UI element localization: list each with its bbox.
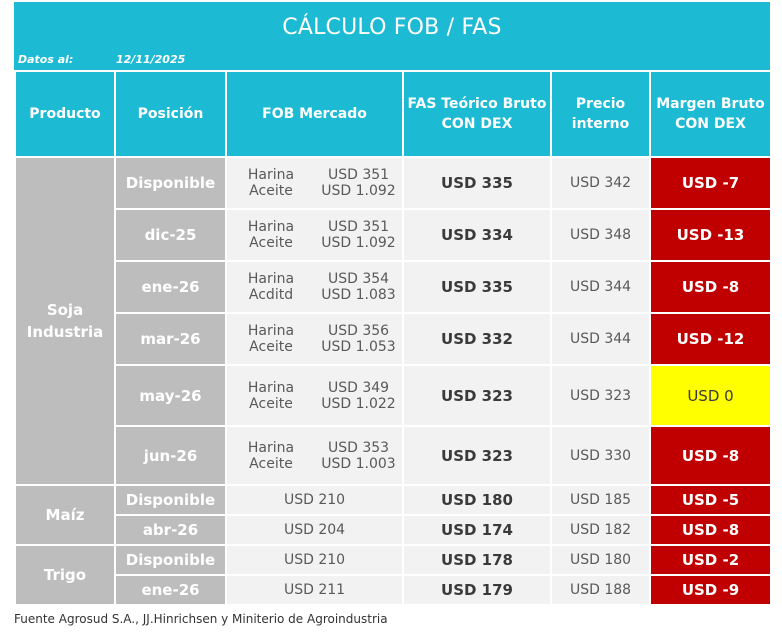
margen-cell: USD 0 bbox=[650, 365, 771, 426]
precio-cell: USD 348 bbox=[551, 209, 650, 261]
table-row bbox=[15, 485, 771, 515]
fob-value: USD 356 bbox=[327, 323, 390, 339]
fas-cell: USD 178 bbox=[403, 545, 551, 575]
table-row bbox=[15, 313, 771, 365]
product-cell-soja: Soja Industria bbox=[15, 157, 115, 485]
fob-value: USD 1.083 bbox=[321, 287, 396, 303]
fob-value: USD 1.003 bbox=[321, 455, 396, 472]
posicion-cell: ene-26 bbox=[115, 575, 226, 605]
commodity-label: Acditd bbox=[248, 287, 294, 303]
table-row bbox=[15, 575, 771, 605]
header-posicion: Posición bbox=[115, 71, 226, 157]
posicion-cell: Disponible bbox=[115, 545, 226, 575]
fob-value: USD 349 bbox=[327, 379, 390, 396]
fob-cell: USD 204 bbox=[226, 515, 403, 545]
precio-cell: USD 323 bbox=[551, 365, 650, 426]
posicion-cell: may-26 bbox=[115, 365, 226, 426]
header-margen: Margen Bruto CON DEX bbox=[650, 71, 771, 157]
table-row bbox=[15, 545, 771, 575]
fob-cell bbox=[226, 157, 403, 209]
precio-cell: USD 185 bbox=[551, 485, 650, 515]
fob-value: USD 354 bbox=[327, 271, 390, 287]
table-row bbox=[15, 365, 771, 426]
commodity-label: Aceite bbox=[249, 235, 293, 251]
margen-cell: USD -2 bbox=[650, 545, 771, 575]
fob-cell bbox=[226, 313, 403, 365]
fob-cell bbox=[226, 426, 403, 485]
precio-cell: USD 188 bbox=[551, 575, 650, 605]
table-row bbox=[15, 515, 771, 545]
margen-cell: USD -8 bbox=[650, 261, 771, 313]
posicion-cell: ene-26 bbox=[115, 261, 226, 313]
table-row bbox=[15, 261, 771, 313]
fas-cell: USD 180 bbox=[403, 485, 551, 515]
margen-cell: USD -7 bbox=[650, 157, 771, 209]
fas-cell: USD 332 bbox=[403, 313, 551, 365]
fas-cell: USD 174 bbox=[403, 515, 551, 545]
precio-cell: USD 182 bbox=[551, 515, 650, 545]
table-row bbox=[15, 157, 771, 209]
table-row bbox=[15, 426, 771, 485]
fob-value: USD 351 bbox=[327, 219, 390, 235]
fob-value: USD 1.092 bbox=[321, 235, 396, 251]
fas-cell: USD 323 bbox=[403, 365, 551, 426]
posicion-cell: dic-25 bbox=[115, 209, 226, 261]
source-note: Fuente Agrosud S.A., JJ.Hinrichsen y Miniterio de Agroindustria bbox=[14, 612, 388, 626]
fob-fas-table bbox=[14, 70, 772, 606]
product-cell-trigo: Trigo bbox=[15, 545, 115, 605]
margen-cell: USD -12 bbox=[650, 313, 771, 365]
posicion-cell: mar-26 bbox=[115, 313, 226, 365]
commodity-label: Harina bbox=[247, 379, 295, 396]
fob-cell bbox=[226, 209, 403, 261]
fob-cell: USD 210 bbox=[226, 485, 403, 515]
commodity-label: Harina bbox=[247, 167, 295, 183]
product-cell-maiz: Maíz bbox=[15, 485, 115, 545]
fas-cell: USD 179 bbox=[403, 575, 551, 605]
commodity-label: Aceite bbox=[249, 339, 293, 355]
precio-cell: USD 344 bbox=[551, 313, 650, 365]
precio-cell: USD 342 bbox=[551, 157, 650, 209]
header-producto: Producto bbox=[15, 71, 115, 157]
page-title: CÁLCULO FOB / FAS bbox=[14, 2, 770, 52]
fob-cell: USD 211 bbox=[226, 575, 403, 605]
fob-cell bbox=[226, 261, 403, 313]
header-fob: FOB Mercado bbox=[226, 71, 403, 157]
commodity-label: Harina bbox=[247, 439, 295, 456]
fob-value: USD 351 bbox=[327, 167, 390, 183]
fob-value: USD 1.022 bbox=[321, 395, 396, 412]
fob-cell: USD 210 bbox=[226, 545, 403, 575]
commodity-label: Aceite bbox=[249, 395, 293, 412]
header-row bbox=[15, 71, 771, 157]
fas-cell: USD 335 bbox=[403, 157, 551, 209]
fob-value: USD 1.092 bbox=[321, 183, 396, 199]
commodity-label: Aceite bbox=[249, 455, 293, 472]
commodity-label: Harina bbox=[247, 323, 295, 339]
posicion-cell: abr-26 bbox=[115, 515, 226, 545]
posicion-cell: Disponible bbox=[115, 485, 226, 515]
margen-cell: USD -13 bbox=[650, 209, 771, 261]
commodity-label: Harina bbox=[247, 271, 295, 287]
margen-cell: USD -8 bbox=[650, 426, 771, 485]
commodity-label: Harina bbox=[247, 219, 295, 235]
date-label: Datos al: bbox=[18, 53, 74, 66]
fas-cell: USD 335 bbox=[403, 261, 551, 313]
header-precio: Precio interno bbox=[551, 71, 650, 157]
date-bar bbox=[14, 52, 770, 70]
fas-cell: USD 323 bbox=[403, 426, 551, 485]
header-fas: FAS Teórico Bruto CON DEX bbox=[403, 71, 551, 157]
margen-cell: USD -9 bbox=[650, 575, 771, 605]
posicion-cell: jun-26 bbox=[115, 426, 226, 485]
date-value: 12/11/2025 bbox=[116, 53, 186, 66]
posicion-cell: Disponible bbox=[115, 157, 226, 209]
precio-cell: USD 330 bbox=[551, 426, 650, 485]
precio-cell: USD 180 bbox=[551, 545, 650, 575]
commodity-label: Aceite bbox=[249, 183, 293, 199]
fob-value: USD 1.053 bbox=[321, 339, 396, 355]
margen-cell: USD -8 bbox=[650, 515, 771, 545]
fas-cell: USD 334 bbox=[403, 209, 551, 261]
margen-cell: USD -5 bbox=[650, 485, 771, 515]
table-row bbox=[15, 209, 771, 261]
precio-cell: USD 344 bbox=[551, 261, 650, 313]
fob-cell bbox=[226, 365, 403, 426]
fob-value: USD 353 bbox=[327, 439, 390, 456]
